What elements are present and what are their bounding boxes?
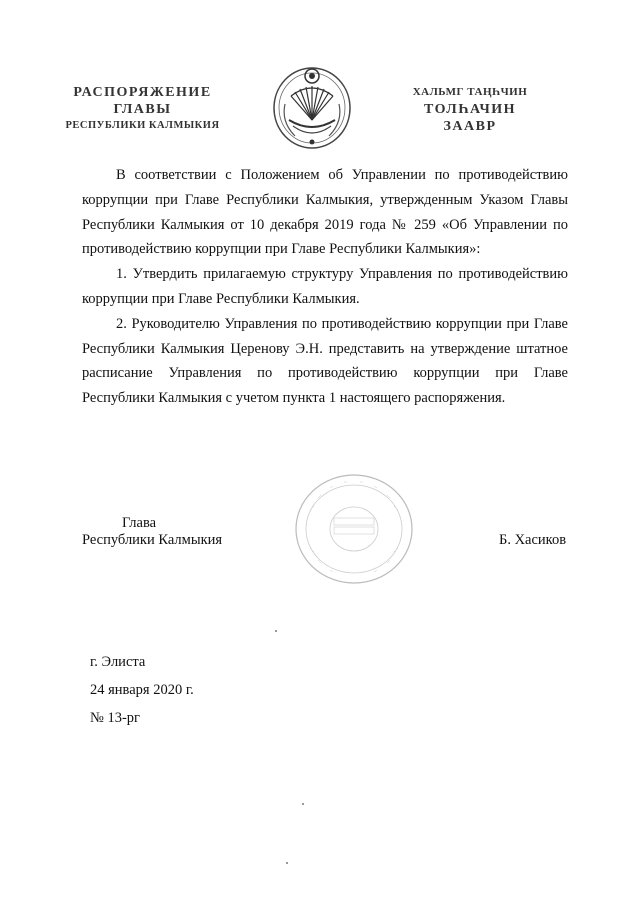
header-left-title: РАСПОРЯЖЕНИЕ — [73, 85, 212, 100]
signatory-title-line2: Республики Калмыкия — [82, 532, 223, 548]
header-left-region: РЕСПУБЛИКИ КАЛМЫКИЯ — [65, 120, 220, 131]
scan-speck — [275, 630, 277, 632]
document-city: г. Элиста — [90, 654, 146, 670]
official-seal-stamp — [290, 470, 418, 588]
document-date: 24 января 2020 г. — [90, 682, 194, 698]
signatory-name: Б. Хасиков — [499, 532, 567, 548]
scan-speck — [286, 862, 288, 864]
signatory-title-line1: Глава — [122, 515, 157, 531]
paragraph-item-1: 1. Утвердить прилагаемую структуру Управления по противодействию коррупции при Главе Республики Калмыкия. — [82, 266, 568, 307]
header-left — [55, 84, 230, 133]
header-right — [385, 84, 555, 135]
document-number: № 13-рг — [90, 710, 140, 726]
header-left-subtitle: ГЛАВЫ — [113, 102, 172, 117]
header-right-title: ХАЛЬМГ ТАҢҺЧИН — [412, 86, 528, 98]
header-right-doc-type: ЗААВР — [443, 119, 497, 134]
coat-of-arms-emblem — [271, 62, 353, 150]
header-right-subtitle: ТОЛҺАЧИН — [423, 102, 517, 117]
paragraph-item-2: 2. Руководителю Управления по противодействию коррупции при Главе Республики Калмыкия Церенову Э.Н. представить на утверждение штатное расписание Управления по противодействию коррупции при Главе Республики Калмыкия с учетом пункта 1 настоящего распоряжения. — [82, 315, 568, 407]
document-body — [82, 163, 568, 411]
scan-speck — [302, 803, 304, 805]
paragraph-preamble: В соответствии с Положением об Управлении по противодействию коррупции при Главе Республики Калмыкия, утвержденным Указом Главы Республики Калмыкия от 10 декабря 2019 года № 259 «Об Управлении по противодействию коррупции при Главе Республики Калмыкия»: — [82, 167, 568, 258]
